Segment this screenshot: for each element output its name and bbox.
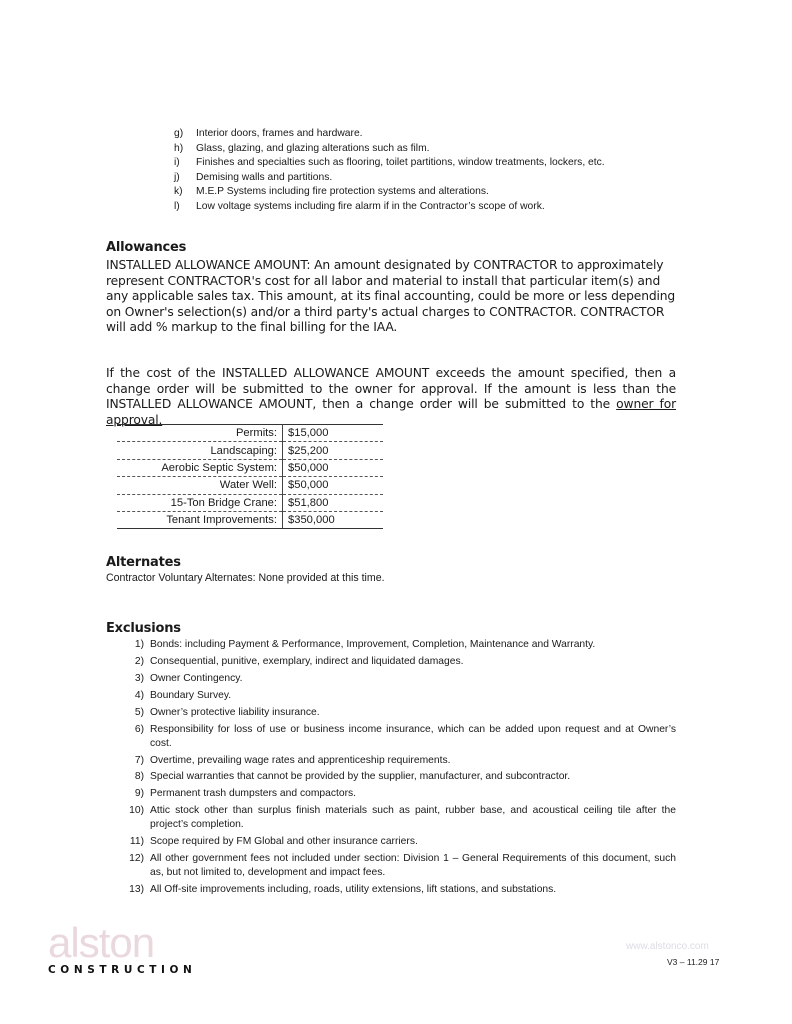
scope-marker: k) bbox=[174, 186, 183, 198]
scope-text: Demising walls and partitions. bbox=[196, 171, 333, 183]
table-row bbox=[117, 425, 383, 442]
scope-item bbox=[174, 200, 694, 215]
item-text: All other government fees not included under section: Division 1 – General Requirements of this document, such as, but not limited to, development and impact fees. bbox=[150, 853, 676, 878]
allowance-label: Landscaping: bbox=[117, 442, 283, 459]
item-text: All Off-site improvements including, roads, utility extensions, lift stations, and substations. bbox=[150, 883, 557, 895]
item-number: 6) bbox=[134, 723, 144, 735]
scope-text: M.E.P Systems including fire protection systems and alterations. bbox=[196, 186, 489, 198]
item-text: Responsibility for loss of use or business income insurance, which can be added upon request and at Owner’s cost. bbox=[150, 723, 676, 749]
scope-list bbox=[174, 127, 694, 215]
item-number: 7) bbox=[134, 754, 144, 766]
scope-item bbox=[174, 185, 694, 200]
item-number: 9) bbox=[134, 788, 144, 800]
scope-item bbox=[174, 156, 694, 171]
item-number: 2) bbox=[134, 655, 144, 667]
allowances-paragraph-2 bbox=[106, 366, 676, 428]
scope-item bbox=[174, 171, 694, 186]
table-row bbox=[117, 442, 383, 459]
allowance-value: $50,000 bbox=[283, 459, 384, 476]
item-number: 1) bbox=[134, 639, 144, 650]
allowance-label: Permits: bbox=[117, 425, 283, 442]
item-text: Scope required by FM Global and other insurance carriers. bbox=[150, 836, 418, 848]
logo-wordmark: alston bbox=[48, 919, 155, 966]
item-number: 13) bbox=[129, 883, 144, 895]
item-text: Owner Contingency. bbox=[150, 672, 243, 684]
item-text: Special warranties that cannot be provided by the supplier, manufacturer, and subcontractor. bbox=[150, 771, 571, 783]
exclusions-list bbox=[124, 638, 676, 900]
item-text: Bonds: including Payment & Performance, Improvement, Completion, Maintenance and Warranty. bbox=[150, 639, 596, 650]
item-text: Attic stock other than surplus finish materials such as paint, rubber base, and acoustical ceiling tile after the project’s completion. bbox=[150, 805, 676, 831]
table-row bbox=[117, 494, 383, 511]
scope-item bbox=[174, 142, 694, 157]
item-number: 10) bbox=[129, 805, 144, 817]
scope-item bbox=[174, 127, 694, 142]
list-item bbox=[124, 883, 676, 897]
table-row bbox=[117, 511, 383, 528]
scope-marker: l) bbox=[174, 200, 180, 212]
list-item bbox=[124, 689, 676, 703]
scope-text: Interior doors, frames and hardware. bbox=[196, 128, 363, 139]
scope-text: Low voltage systems including fire alarm if in the Contractor’s scope of work. bbox=[196, 200, 545, 212]
item-text: Boundary Survey. bbox=[150, 689, 232, 701]
item-number: 4) bbox=[134, 689, 144, 701]
scope-text: Glass, glazing, and glazing alterations such as film. bbox=[196, 142, 430, 154]
item-text: Permanent trash dumpsters and compactors. bbox=[150, 788, 357, 800]
company-logo bbox=[48, 919, 197, 976]
item-text: Consequential, punitive, exemplary, indirect and liquidated damages. bbox=[150, 655, 464, 667]
table-row bbox=[117, 459, 383, 476]
scope-marker: j) bbox=[174, 171, 180, 183]
alternates-text: Contractor Voluntary Alternates: None provided at this time. bbox=[106, 572, 385, 584]
list-item bbox=[124, 804, 676, 831]
item-number: 12) bbox=[129, 853, 144, 865]
list-item bbox=[124, 754, 676, 768]
logo-subtitle: CONSTRUCTION bbox=[48, 964, 197, 976]
list-item bbox=[124, 770, 676, 784]
allowance-value: $350,000 bbox=[283, 511, 384, 528]
list-item bbox=[124, 672, 676, 686]
list-item bbox=[124, 852, 676, 879]
list-item bbox=[124, 706, 676, 720]
allowance-value: $51,800 bbox=[283, 494, 384, 511]
list-item bbox=[124, 835, 676, 849]
scope-text: Finishes and specialties such as flooring, toilet partitions, window treatments, lockers, etc. bbox=[196, 157, 605, 169]
allowance-label: Aerobic Septic System: bbox=[117, 459, 283, 476]
exclusions-heading: Exclusions bbox=[106, 621, 181, 636]
scope-marker: i) bbox=[174, 157, 180, 169]
allowance-value: $25,200 bbox=[283, 442, 384, 459]
allowances-paragraph-2-main: If the cost of the INSTALLED ALLOWANCE AMOUNT exceeds the amount specified, then a change order will be submitted to the owner for approval. If the amount is less than the INSTALLED ALLOWANCE AMOUNT, then a change order will be submitted to the bbox=[106, 366, 676, 411]
allowances-heading: Allowances bbox=[106, 240, 187, 255]
alternates-heading: Alternates bbox=[106, 555, 181, 570]
list-item bbox=[124, 638, 676, 652]
allowance-table bbox=[117, 424, 383, 529]
list-item bbox=[124, 787, 676, 801]
table-row bbox=[117, 477, 383, 494]
item-text: Overtime, prevailing wage rates and apprenticeship requirements. bbox=[150, 754, 451, 766]
allowances-paragraph-1: INSTALLED ALLOWANCE AMOUNT: An amount designated by CONTRACTOR to approximately represent CONTRACTOR's cost for all labor and material to install that particular item(s) and any applicable sales tax. This amount, at its final accounting, could be more or less depending on Owner's selection(s) and/or a third party's actual charges to CONTRACTOR. CONTRACTOR will add % markup to the final billing for the IAA. bbox=[106, 258, 676, 334]
footer-url: www.alstonco.com bbox=[626, 941, 709, 952]
list-item bbox=[124, 723, 676, 750]
scope-marker: h) bbox=[174, 142, 184, 154]
allowance-label: Water Well: bbox=[117, 477, 283, 494]
allowance-label: Tenant Improvements: bbox=[117, 511, 283, 528]
item-number: 8) bbox=[134, 771, 144, 783]
allowance-value: $15,000 bbox=[283, 425, 384, 442]
allowances-paragraph-2-tail: owner for approval. bbox=[106, 397, 676, 427]
item-number: 5) bbox=[134, 706, 144, 718]
allowance-value: $50,000 bbox=[283, 477, 384, 494]
allowance-label: 15-Ton Bridge Crane: bbox=[117, 494, 283, 511]
item-text: Owner’s protective liability insurance. bbox=[150, 706, 320, 718]
item-number: 11) bbox=[129, 836, 144, 848]
item-number: 3) bbox=[134, 672, 144, 684]
footer-version: V3 – 11.29 17 bbox=[667, 957, 720, 967]
list-item bbox=[124, 655, 676, 669]
scope-marker: g) bbox=[174, 128, 184, 139]
